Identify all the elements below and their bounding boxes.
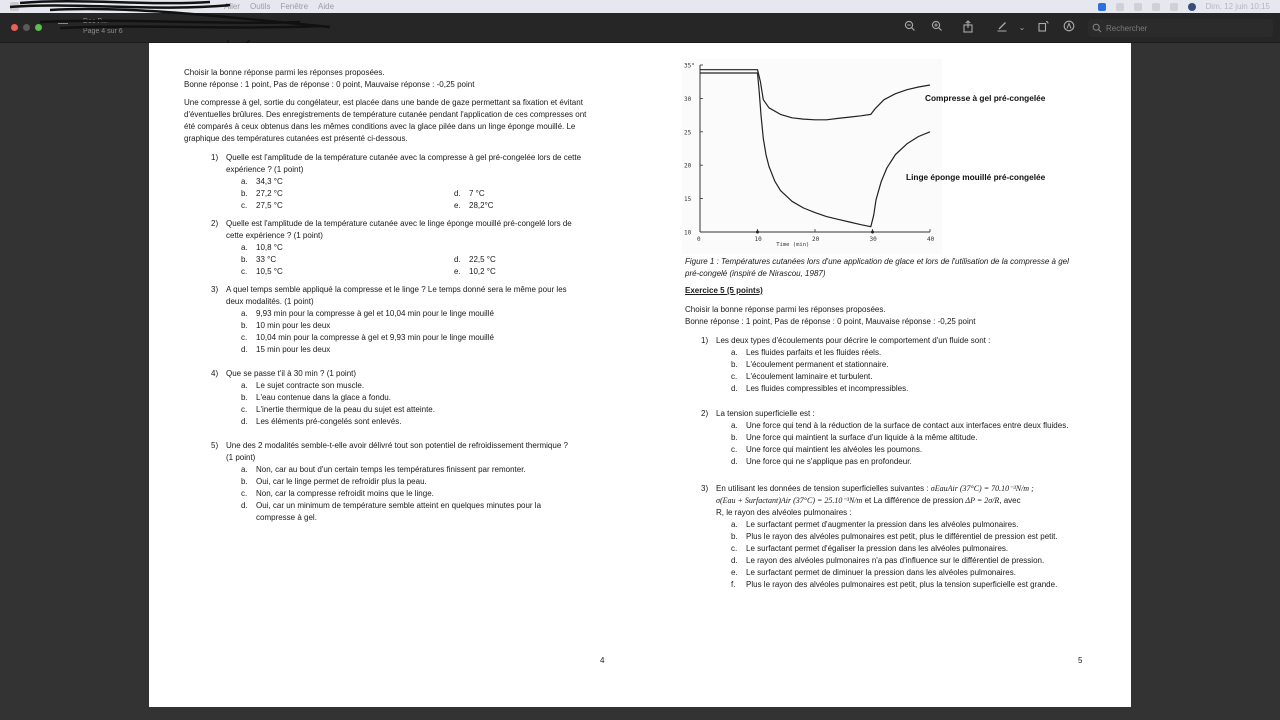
- answer-option[interactable]: a. Le surfactant permet d'augmenter la pression dans les alvéoles pulmonaires.: [731, 520, 1019, 529]
- question-text: Quelle est l'amplitude de la température cutanée avec la compresse à gel pré-congelée lors de cette: [226, 153, 582, 162]
- answer-option[interactable]: a. 9,93 min pour la compresse à gel et 10,04 min pour le linge mouillé: [241, 309, 494, 318]
- answer-option[interactable]: b. 10 min pour les deux: [241, 321, 331, 330]
- answer-option[interactable]: a. Une force qui tend à la réduction de la surface de contact aux interfaces entre deux fluides.: [731, 421, 1069, 430]
- question-text: cette expérience ? (1 point): [226, 231, 323, 240]
- answer-option[interactable]: b. 33 °C d. 22,5 °C: [241, 255, 496, 264]
- question-text: La tension superficielle est :: [716, 409, 815, 418]
- page-number-left: 4: [600, 656, 605, 665]
- answer-option[interactable]: e. 28,2°C: [454, 201, 494, 210]
- sidebar-toggle-icon[interactable]: [58, 23, 68, 24]
- answer-option[interactable]: e. Le surfactant permet de diminuer la pression dans les alvéoles pulmonaires.: [731, 568, 1016, 577]
- bluetooth-icon[interactable]: [1116, 3, 1124, 11]
- answer-option[interactable]: b. Oui, car le linge permet de refroidir plus la peau.: [241, 477, 427, 486]
- apple-menu-icon[interactable]: [10, 2, 19, 11]
- answer-option[interactable]: a. Les fluides parfaits et les fluides réels.: [731, 348, 882, 357]
- document-page-spread: [149, 43, 1131, 707]
- intro-line: d'éventuelles brûlures. Des enregistrements de température cutanée pendant l'application de ces compresses ont: [184, 110, 587, 119]
- page-number-right: 5: [1078, 656, 1083, 665]
- page-indicator: Page 4 sur 6: [83, 28, 123, 35]
- right-instructions: [685, 304, 975, 328]
- question-text: Une des 2 modalités semble-t-elle avoir délivré tout son potentiel de refroidissement thermique ?: [226, 441, 568, 450]
- answer-option[interactable]: d. Les fluides compressibles et incompressibles.: [731, 384, 909, 393]
- question-3-left: [211, 284, 611, 356]
- answer-option-continuation: compresse à gel.: [256, 513, 317, 522]
- question-number: 2): [211, 219, 219, 228]
- answer-option[interactable]: c. 27,5 °C e. 28,2°C: [241, 201, 494, 210]
- search-field[interactable]: [1088, 19, 1273, 37]
- legend-label-gel: Compresse à gel pré-congelée: [925, 93, 1046, 103]
- y-tick-label: 30: [684, 95, 692, 103]
- rotate-icon[interactable]: [1035, 20, 1051, 36]
- close-window-button[interactable]: [11, 24, 18, 31]
- answer-option[interactable]: c. 10,04 min pour la compresse à gel et 9,93 min pour le linge mouillé: [241, 333, 494, 342]
- answer-option[interactable]: a. Le sujet contracte son muscle.: [241, 381, 365, 390]
- exercise-heading: Exercice 5 (5 points): [685, 286, 763, 295]
- answer-option[interactable]: c. L'écoulement laminaire et turbulent.: [731, 372, 873, 381]
- question-text: (1 point): [226, 453, 256, 462]
- answer-option[interactable]: d. 15 min pour les deux: [241, 345, 331, 354]
- chevron-down-icon[interactable]: ⌄: [1018, 23, 1026, 32]
- figure-caption: [685, 256, 1085, 280]
- temperature-chart: [682, 59, 942, 254]
- answer-option[interactable]: b. Plus le rayon des alvéoles pulmonaires est petit, plus le différentiel de pression est petit.: [731, 532, 1058, 541]
- answer-option[interactable]: d. 22,5 °C: [454, 255, 496, 264]
- answer-option[interactable]: a. 34,3 °C: [241, 177, 283, 186]
- annotate-icon[interactable]: [1061, 20, 1077, 36]
- instruction-line: Bonne réponse : 1 point, Pas de réponse : 0 point, Mauvaise réponse : -0,25 point: [685, 317, 976, 326]
- question-1-right: [701, 335, 1121, 395]
- y-tick-label: 35°: [684, 62, 695, 70]
- question-text: R, le rayon des alvéoles pulmonaires :: [716, 508, 852, 517]
- remote-app-icon[interactable]: [1098, 3, 1106, 11]
- window-title: Doc P...: [83, 18, 107, 25]
- menu-item-aide[interactable]: Aide: [318, 2, 335, 11]
- question-5-left: [211, 440, 611, 524]
- legend-label-linge: Linge éponge mouillé pré-congelée: [906, 172, 1046, 182]
- answer-option[interactable]: d. 7 °C: [454, 189, 485, 198]
- spotlight-icon[interactable]: [1152, 3, 1160, 11]
- question-number: 1): [211, 153, 219, 162]
- menu-item-outils[interactable]: Outils: [250, 2, 271, 11]
- intro-line: graphique des températures cutanées est présenté ci-dessous.: [184, 134, 408, 143]
- question-4-left: [211, 368, 611, 428]
- answer-option[interactable]: b. 27,2 °C d. 7 °C: [241, 189, 485, 198]
- x-axis-label: Time (min): [776, 242, 810, 248]
- share-icon[interactable]: [960, 20, 976, 36]
- question-3-right: [701, 483, 1131, 591]
- answer-option[interactable]: d. Une force qui ne s'applique pas en profondeur.: [731, 457, 912, 466]
- caption-line: Figure 1 : Températures cutanées lors d'une application de glace et lors de l'utilisation de la compresse à gel: [685, 257, 1069, 266]
- x-tick-label: 30: [869, 236, 877, 243]
- question-text: En utilisant les données de tension superficielles suivantes : σEauAir (37°C) = 70.10⁻³N/m ;: [716, 484, 1034, 493]
- answer-option[interactable]: c. Le surfactant permet d'égaliser la pression dans les alvéoles pulmonaires.: [731, 544, 1009, 553]
- answer-option[interactable]: d. Les éléments pré-congelés sont enlevés.: [241, 417, 402, 426]
- formula-sigma-surfactant: σ(Eau + Surfactant)Air (37°C) = 25.10⁻³N/m: [716, 496, 863, 505]
- answer-option[interactable]: c. Non, car la compresse refroidit moins que le linge.: [241, 489, 434, 498]
- x-marker-dot: [871, 231, 874, 234]
- question-number: 3): [701, 484, 709, 493]
- question-number: 4): [211, 369, 219, 378]
- zoom-in-icon[interactable]: [929, 20, 945, 36]
- formula-sigma-eau-air: σEauAir (37°C) = 70.10⁻³N/m ;: [930, 484, 1034, 493]
- answer-option[interactable]: a. Non, car au bout d'un certain temps les températures finissent par remonter.: [241, 465, 526, 474]
- minimize-window-button[interactable]: [23, 24, 30, 31]
- question-number: 3): [211, 285, 219, 294]
- window-toolbar: [0, 13, 1280, 43]
- x-tick-label: 0: [697, 236, 701, 243]
- y-tick-label: 10: [684, 229, 692, 237]
- answer-option[interactable]: c. 10,5 °C e. 10,2 °C: [241, 267, 496, 276]
- answer-option[interactable]: d. Le rayon des alvéoles pulmonaires n'a pas d'influence sur le différentiel de pression.: [731, 556, 1045, 565]
- menubar-clock[interactable]: Dim. 12 juin 10:15: [1205, 2, 1270, 11]
- x-tick-label: 20: [812, 236, 820, 243]
- question-number: 1): [701, 336, 709, 345]
- markup-pen-icon[interactable]: [994, 20, 1010, 36]
- intro-line: Une compresse à gel, sortie du congélateur, est placée dans une bande de gaze permettant sa fixation et évitant: [184, 98, 583, 107]
- question-text: expérience ? (1 point): [226, 165, 304, 174]
- x-tick-label: 40: [927, 236, 935, 243]
- siri-icon[interactable]: [1188, 3, 1196, 11]
- answer-option[interactable]: f. Plus le rayon des alvéoles pulmonaires est petit, plus la tension superficielle est grande.: [731, 580, 1058, 589]
- formula-delta-p: ΔP = 2σ/R: [965, 496, 1000, 505]
- zoom-out-icon[interactable]: [902, 20, 918, 36]
- answer-option[interactable]: b. L'écoulement permanent et stationnaire.: [731, 360, 889, 369]
- left-page-content: [184, 67, 614, 145]
- question-number: 5): [211, 441, 219, 450]
- question-number: 2): [701, 409, 709, 418]
- zoom-window-button[interactable]: [35, 24, 42, 31]
- y-tick-label: 15: [684, 196, 692, 204]
- intro-line: été comparés à ceux obtenus dans les mêmes conditions avec la glace pilée dans un linge éponge mouillé. Le: [184, 122, 576, 131]
- answer-option[interactable]: c. L'inertie thermique de la peau du sujet est atteinte.: [241, 405, 435, 414]
- wifi-icon[interactable]: [1134, 3, 1142, 11]
- x-marker-dot: [756, 231, 759, 234]
- y-tick-label: 20: [684, 162, 692, 170]
- y-tick-label: 25: [684, 129, 692, 137]
- menu-item-aller[interactable]: Aller: [224, 2, 241, 11]
- question-text: Que se passe t'il à 30 min ? (1 point): [226, 369, 357, 378]
- answer-option[interactable]: a. 10,8 °C: [241, 243, 283, 252]
- caption-line: pré-congelé (inspiré de Nirascou, 1987): [685, 269, 826, 278]
- answer-option[interactable]: c. Une force qui maintient les alvéoles les poumons.: [731, 445, 923, 454]
- answer-option[interactable]: b. Une force qui maintient la surface d'un liquide à la même altitude.: [731, 433, 978, 442]
- instruction-line: Choisir la bonne réponse parmi les réponses proposées.: [685, 305, 886, 314]
- question-text: Les deux types d'écoulements pour décrire le comportement d'un fluide sont :: [716, 336, 991, 345]
- search-input[interactable]: [1106, 24, 1266, 33]
- menu-item-fenetre[interactable]: Fenêtre: [280, 2, 309, 11]
- question-text: deux modalités. (1 point): [226, 297, 314, 306]
- menu-bar: [0, 0, 1280, 13]
- question-2-left: [211, 218, 611, 278]
- question-text: A quel temps semble appliqué la compresse et le linge ? Le temps donné sera le même pour les: [226, 285, 567, 294]
- control-center-icon[interactable]: [1170, 3, 1178, 11]
- answer-option[interactable]: b. L'eau contenue dans la glace a fondu.: [241, 393, 391, 402]
- x-tick-label: 10: [754, 236, 762, 243]
- chart-background: [682, 59, 942, 254]
- question-text: σ(Eau + Surfactant)Air (37°C) = 25.10⁻³N/m et La différence de pression ΔP = 2σ/R, avec: [716, 496, 1021, 505]
- search-icon: [1092, 23, 1102, 33]
- instruction-line: Bonne réponse : 1 point, Pas de réponse : 0 point, Mauvaise réponse : -0,25 point: [184, 80, 475, 89]
- question-1-left: [211, 152, 611, 212]
- instruction-line: Choisir la bonne réponse parmi les réponses proposées.: [184, 68, 385, 77]
- answer-option[interactable]: d. Oui, car un minimum de température semble atteint en quelques minutes pour la: [241, 501, 542, 510]
- answer-option[interactable]: e. 10,2 °C: [454, 267, 496, 276]
- question-2-right: [701, 408, 1131, 468]
- question-text: Quelle est l'amplitude de la température cutanée avec le linge éponge mouillé pré-congelé lors de: [226, 219, 572, 228]
